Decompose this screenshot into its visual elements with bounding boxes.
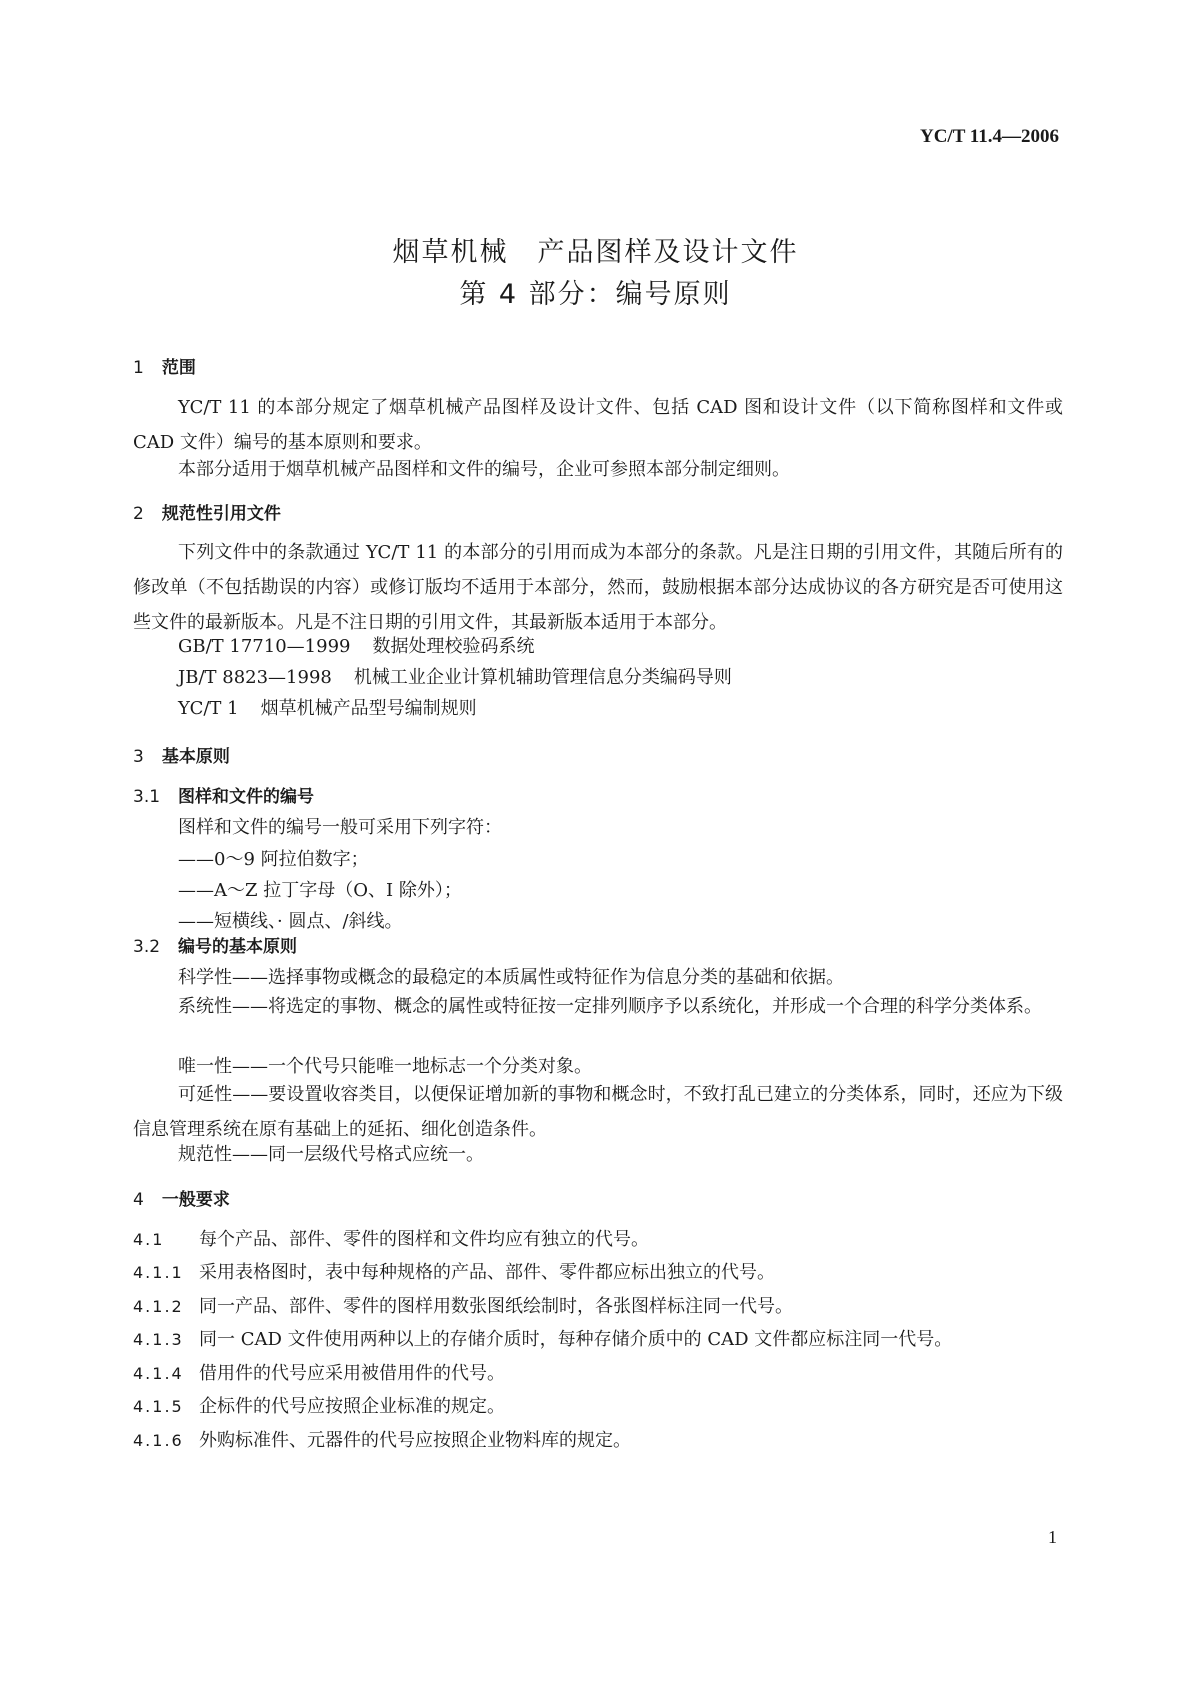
- reference-code: YC/T 1: [178, 698, 239, 719]
- clause-text: 同一 CAD 文件使用两种以上的存储介质时，每种存储介质中的 CAD 文件都应标注同一代号。: [199, 1329, 953, 1350]
- section-1-paragraph-1: YC/T 11 的本部分规定了烟草机械产品图样及设计文件、包括 CAD 图和设计文件（以下简称图样和文件或 CAD 文件）编号的基本原则和要求。: [133, 397, 1063, 453]
- reference-item: [178, 632, 534, 658]
- clause-number: 4.1.5: [133, 1397, 184, 1416]
- reference-item: [178, 663, 732, 689]
- reference-title: 数据处理校验码系统: [372, 636, 535, 657]
- clause-number: 4.1.4: [133, 1364, 184, 1383]
- section-3-1-heading: [133, 782, 314, 807]
- standard-number: YC/T 11.4—2006: [919, 126, 1059, 147]
- section-3-1-intro: 图样和文件的编号一般可采用下列字符：: [178, 817, 502, 838]
- page-number: 1: [1048, 1527, 1057, 1547]
- clause-number: 4.1.6: [133, 1431, 184, 1450]
- reference-title: 烟草机械产品型号编制规则: [260, 698, 477, 719]
- clause-text: 采用表格图时，表中每种规格的产品、部件、零件都应标出独立的代号。: [199, 1262, 775, 1283]
- principle-paragraph: 可延性——要设置收容类目，以便保证增加新的事物和概念时，不致打乱已建立的分类体系，同时，还应为下级信息管理系统在原有基础上的延拓、细化创造条件。: [133, 1084, 1063, 1140]
- reference-item: [178, 694, 477, 720]
- list-item: ——0～9 阿拉伯数字；: [178, 849, 369, 870]
- principle-paragraph: 规范性——同一层级代号格式应统一。: [178, 1144, 484, 1165]
- section-title: 基本原则: [161, 747, 230, 767]
- requirement-item: [133, 1225, 649, 1251]
- section-title: 一般要求: [161, 1190, 230, 1210]
- requirement-item: [133, 1258, 775, 1284]
- section-number: 4: [133, 1190, 144, 1210]
- section-3-2-heading: [133, 932, 297, 957]
- clause-text: 外购标准件、元器件的代号应按照企业物料库的规定。: [199, 1430, 631, 1451]
- requirement-item: [133, 1325, 952, 1351]
- clause-number: 4.1: [133, 1230, 165, 1249]
- list-item: ——短横线、· 圆点、/斜线。: [178, 911, 403, 932]
- principle-paragraph: 科学性——选择事物或概念的最稳定的本质属性或特征作为信息分类的基础和依据。: [178, 967, 844, 988]
- clause-number: 4.1.1: [133, 1263, 184, 1282]
- section-1-heading: [133, 353, 196, 378]
- section-2-heading: [133, 499, 281, 524]
- reference-code: GB/T 17710—1999: [178, 636, 351, 657]
- section-number: 3.2: [133, 937, 161, 957]
- list-item: ——A～Z 拉丁字母（O、I 除外）；: [178, 880, 462, 901]
- reference-title: 机械工业企业计算机辅助管理信息分类编码导则: [353, 667, 732, 688]
- section-title: 规范性引用文件: [161, 504, 281, 524]
- principle-paragraph: 唯一性——一个代号只能唯一地标志一个分类对象。: [178, 1056, 592, 1077]
- section-number: 2: [133, 504, 144, 524]
- clause-text: 企标件的代号应按照企业标准的规定。: [199, 1396, 505, 1417]
- section-title: 图样和文件的编号: [178, 787, 315, 807]
- clause-number: 4.1.2: [133, 1297, 184, 1316]
- document-subtitle: 第 4 部分：编号原则: [459, 279, 732, 310]
- document-title: 烟草机械 产品图样及设计文件: [392, 237, 799, 268]
- section-number: 3: [133, 747, 144, 767]
- requirement-item: [133, 1392, 505, 1418]
- clause-number: 4.1.3: [133, 1330, 184, 1349]
- section-4-heading: [133, 1185, 230, 1210]
- section-3-heading: [133, 742, 230, 767]
- clause-text: 同一产品、部件、零件的图样用数张图纸绘制时，各张图样标注同一代号。: [199, 1296, 793, 1317]
- section-1-paragraph-2: 本部分适用于烟草机械产品图样和文件的编号，企业可参照本部分制定细则。: [178, 459, 790, 480]
- requirement-item: [133, 1426, 631, 1452]
- section-title: 编号的基本原则: [178, 937, 298, 957]
- principle-paragraph: 系统性——将选定的事物、概念的属性或特征按一定排列顺序予以系统化，并形成一个合理的科学分类体系。: [178, 996, 1042, 1017]
- section-2-paragraph: 下列文件中的条款通过 YC/T 11 的本部分的引用而成为本部分的条款。凡是注日期的引用文件，其随后所有的修改单（不包括勘误的内容）或修订版均不适用于本部分，然而，鼓励根据本部分达成协议的各方研究是否可使用这些文件的最新版本。凡是不注日期的引用文件，其最新版本适用于本部分。: [133, 542, 1063, 633]
- requirement-item: [133, 1292, 793, 1318]
- reference-code: JB/T 8823—1998: [178, 667, 332, 688]
- clause-text: 每个产品、部件、零件的图样和文件均应有独立的代号。: [199, 1229, 649, 1250]
- clause-text: 借用件的代号应采用被借用件的代号。: [199, 1363, 505, 1384]
- requirement-item: [133, 1359, 505, 1385]
- section-title: 范围: [161, 358, 196, 378]
- section-number: 3.1: [133, 787, 161, 807]
- section-number: 1: [133, 358, 144, 378]
